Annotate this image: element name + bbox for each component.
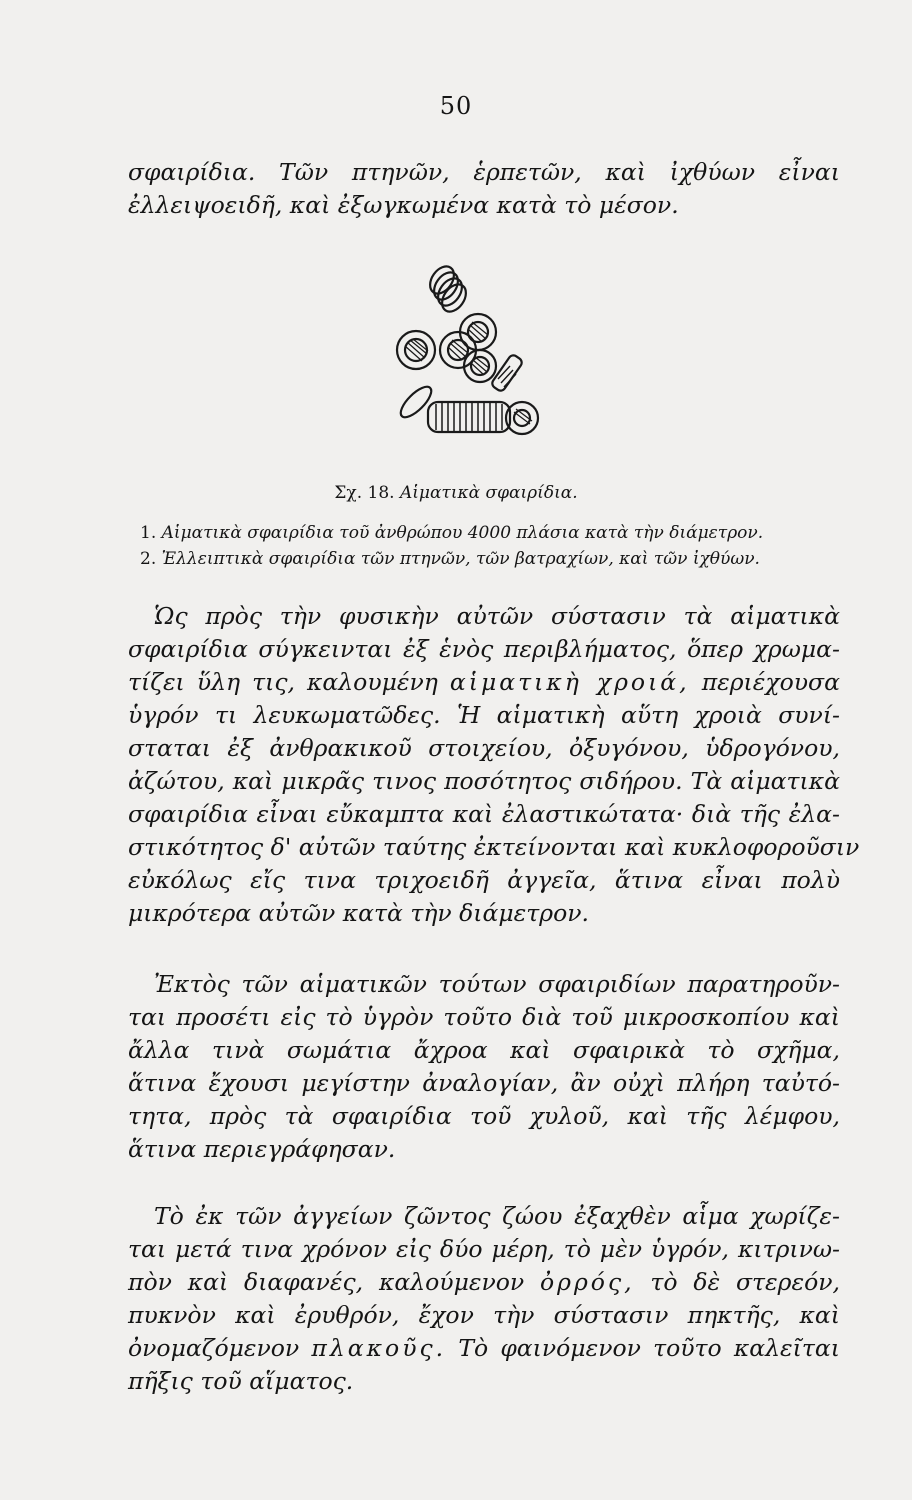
legend-number: 2. xyxy=(140,549,157,569)
legend-number: 1. xyxy=(140,523,157,543)
figure-caption xyxy=(0,482,912,504)
figure-legend xyxy=(140,520,840,572)
text-line: σταται ἐξ ἀνθρακικοῦ στοιχείου, ὀξυγόνου, ὑδρογόνου, xyxy=(128,734,840,762)
legend-item xyxy=(140,520,840,546)
rouleaux-stack xyxy=(428,402,510,432)
text-line xyxy=(128,1266,840,1299)
text-line: Ὡς πρὸς τὴν φυσικὴν αὐτῶν σύστασιν τὰ αἱματικὰ xyxy=(154,602,840,630)
legend-item xyxy=(140,546,840,572)
paragraph-blood-cells-composition xyxy=(128,600,860,930)
text-line: πῆξις τοῦ αἵματος. xyxy=(128,1367,354,1395)
text-line: ἐλλειψοειδῆ, καὶ ἐξωγκωμένα κατὰ τὸ μέσον. xyxy=(128,191,679,219)
text-line: σφαιρίδια. Τῶν πτηνῶν, ἑρπετῶν, καὶ ἰχθύων εἶναι xyxy=(128,158,840,186)
text-line: Ἐκτὸς τῶν αἱματικῶν τούτων σφαιριδίων παρατηροῦν- xyxy=(154,970,840,998)
text-line xyxy=(128,1332,840,1365)
legend-text: Αἱματικὰ σφαιρίδια τοῦ ἀνθρώπου 4000 πλάσια κατὰ τὴν διάμετρον. xyxy=(161,523,764,543)
text-line: εὐκόλως εἴς τινα τριχοειδῆ ἀγγεῖα, ἅτινα εἶναι πολὺ xyxy=(128,866,840,894)
text-line: ται προσέτι εἰς τὸ ὑγρὸν τοῦτο διὰ τοῦ μικροσκοπίου καὶ xyxy=(128,1003,840,1031)
text-line: ὑγρόν τι λευκωματῶδες. Ἡ αἱματικὴ αὕτη χροιὰ συνί- xyxy=(128,701,840,729)
round-cell-center xyxy=(440,314,496,382)
text-span: Τὸ φαινόμενον τοῦτο καλεῖται xyxy=(458,1334,840,1362)
figure-label: Σχ. 18. xyxy=(334,483,395,503)
elliptical-cell xyxy=(396,382,436,422)
paragraph-colorless-corpuscles xyxy=(128,968,840,1166)
cell-stack-top xyxy=(425,262,471,316)
paragraph-blood-coagulation xyxy=(128,1200,840,1398)
text-line: σφαιρίδια σύγκεινται ἐξ ἑνὸς περιβλήματος, ὅπερ χρωμα- xyxy=(128,635,840,663)
text-span: τὸ δὲ στερεόν, xyxy=(650,1268,840,1296)
legend-text: Ἐλλειπτικὰ σφαιρίδια τῶν πτηνῶν, τῶν βατραχίων, καὶ τῶν ἰχθύων. xyxy=(161,549,760,569)
text-line: πυκνὸν καὶ ἐρυθρόν, ἔχον τὴν σύστασιν πηκτῆς, καὶ xyxy=(128,1301,840,1329)
emphasized-term: πλακοῦς. xyxy=(311,1334,447,1362)
text-line: στικότητος δ' αὐτῶν ταύτης ἐκτείνονται καὶ κυκλοφοροῦσιν xyxy=(128,833,860,861)
figure-title: Αἱματικὰ σφαιρίδια. xyxy=(399,483,578,503)
text-line: σφαιρίδια εἶναι εὔκαμπτα καὶ ἐλαστικώτατα· διὰ τῆς ἐλα- xyxy=(128,800,840,828)
text-line: τητα, πρὸς τὰ σφαιρίδια τοῦ χυλοῦ, καὶ τῆς λέμφου, xyxy=(128,1102,840,1130)
text-span: τίζει ὕλη τις, καλουμένη xyxy=(128,668,438,696)
page-number: 50 xyxy=(439,92,473,120)
text-span: πὸν καὶ διαφανές, καλούμενον xyxy=(128,1268,525,1296)
blood-cells-illustration xyxy=(380,262,560,462)
text-line: ἀζώτου, καὶ μικρᾶς τινος ποσότητος σιδήρου. Τὰ αἱματικὰ xyxy=(128,767,840,795)
text-line: μικρότερα αὐτῶν κατὰ τὴν διάμετρον. xyxy=(128,899,589,927)
text-line: Τὸ ἐκ τῶν ἀγγείων ζῶντος ζώου ἐξαχθὲν αἷμα χωρίζε- xyxy=(154,1202,840,1230)
intro-paragraph xyxy=(128,156,840,222)
round-cell-left xyxy=(397,331,435,369)
text-span: ὀνομαζόμενον xyxy=(128,1334,300,1362)
text-line: ἅτινα περιεγράφησαν. xyxy=(128,1135,396,1163)
text-line: ἅτινα ἔχουσι μεγίστην ἀναλογίαν, ἂν οὐχὶ πλήρη ταὐτό- xyxy=(128,1069,840,1097)
text-span: περιέχουσα xyxy=(701,668,840,696)
text-line: ται μετά τινα χρόνον εἰς δύο μέρη, τὸ μὲν ὑγρόν, κιτρινω- xyxy=(128,1235,840,1263)
text-line xyxy=(128,666,840,699)
text-line: ἄλλα τινὰ σωμάτια ἄχροα καὶ σφαιρικὰ τὸ σχῆμα, xyxy=(128,1036,840,1064)
emphasized-term: ὀρρός, xyxy=(540,1268,635,1296)
emphasized-term: αἱματικὴ χροιά, xyxy=(449,668,690,696)
